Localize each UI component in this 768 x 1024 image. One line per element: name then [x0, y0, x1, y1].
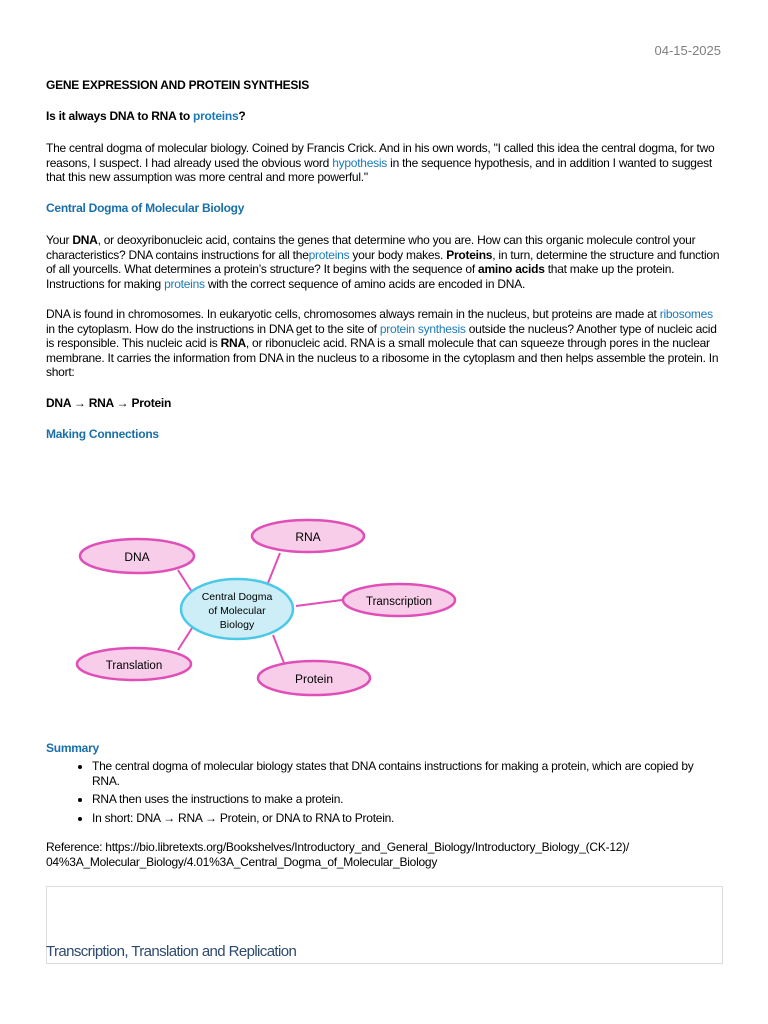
- text: , in turn, determine the structure and function of all yourcells. What determines a protein’s structure? It begins with the sequence of: [46, 247, 720, 276]
- node-transcription: [343, 584, 455, 616]
- section-heading-summary: Summary: [46, 741, 99, 755]
- text: your body makes.: [349, 247, 447, 262]
- date-stamp: 04-15-2025: [654, 43, 721, 58]
- text: with the correct sequence of amino acids are encoded in DNA.: [204, 276, 526, 291]
- section-heading-central-dogma: Central Dogma of Molecular Biology: [46, 201, 245, 215]
- proteins-link[interactable]: proteins: [164, 276, 205, 291]
- intro-text: The central dogma of molecular biology. Coined by Francis Crick. And in his own words, "I called this idea the central dogma, for two reasons, I suspect. I had already used the obvious word: [46, 141, 715, 170]
- connector-transcription: [296, 600, 342, 606]
- text: outside the nucleus? Another type of nucleic acid is responsible. This nucleic acid is: [46, 321, 717, 350]
- text: , or deoxyribonucleic acid, contains the genes that determine who you are. How can this organic molecule control your characteristics? DNA contains instructions for all the: [46, 233, 696, 262]
- amino-acids-bold: amino acids: [478, 262, 545, 276]
- chromosome-paragraph: [46, 307, 722, 380]
- connector-dna: [178, 570, 192, 592]
- question-heading: [46, 109, 722, 124]
- center-label-line-2: of Molecular: [208, 605, 266, 617]
- text: that make up the protein. Instructions for making: [46, 262, 675, 291]
- text: , or ribonucleic acid. RNA is a small molecule that can squeeze through pores in the nuclear membrane. It carries the information from DNA in the nucleus to a ribosome in the cytoplasm and then helps assemble the protein. In short:: [46, 336, 719, 379]
- dna-bold: DNA: [72, 233, 98, 247]
- rna-bold: RNA: [220, 336, 246, 350]
- dna-rna-protein-flow: DNA → RNA → Protein: [46, 396, 172, 410]
- proteins-link[interactable]: proteins: [308, 247, 350, 262]
- text: Your: [46, 233, 73, 247]
- text: DNA is found in chromosomes. In eukaryotic cells, chromosomes always remain in the nucleus, but proteins are made at: [46, 307, 660, 321]
- protein-synthesis-link[interactable]: protein synthesis: [379, 321, 466, 336]
- text: in the cytoplasm. How do the instructions in DNA get to the site of: [46, 321, 380, 336]
- node-translation-label: Translation: [105, 660, 163, 672]
- dna-paragraph: [46, 233, 722, 291]
- node-protein: [258, 661, 370, 695]
- next-section-title[interactable]: Transcription, Translation and Replication: [46, 943, 297, 960]
- concept-map-diagram: [70, 510, 470, 705]
- node-protein-label: Protein: [294, 672, 334, 686]
- hypothesis-link[interactable]: hypothesis: [332, 155, 388, 170]
- node-rna-label: RNA: [295, 530, 321, 544]
- summary-item: • In short: DNA → RNA → Protein, or DNA to RNA to Protein.: [92, 811, 722, 826]
- summary-item: • The central dogma of molecular biology states that DNA contains instructions for making a protein, which are copied by RNA.: [92, 759, 722, 788]
- summary-list: [46, 759, 722, 829]
- node-dna-label: DNA: [124, 550, 150, 564]
- center-label-line-3: Biology: [219, 619, 255, 631]
- connector-protein: [273, 635, 284, 663]
- proteins-link[interactable]: proteins: [193, 109, 239, 123]
- intro-paragraph: [46, 141, 722, 185]
- proteins-bold: Proteins: [446, 247, 493, 262]
- node-dna: [80, 539, 194, 573]
- page-title: GENE EXPRESSION AND PROTEIN SYNTHESIS: [46, 78, 310, 92]
- node-transcription-label: Transcription: [365, 596, 433, 608]
- connector-translation: [178, 628, 192, 650]
- reference-text: Reference: https://bio.libretexts.org/Bookshelves/Introductory_and_General_Biology/Introductory_Biology_(CK-12)/ 04%3A_Molecular_Biology/4.01%3A_Central_Dogma_of_Molecular_Biology: [46, 840, 629, 869]
- node-translation: [77, 648, 191, 680]
- question-mark: ?: [238, 109, 246, 123]
- ribosomes-link[interactable]: ribosomes: [659, 307, 713, 321]
- center-label-line-1: Central Dogma: [201, 591, 273, 603]
- node-central-dogma: [181, 579, 293, 639]
- connector-rna: [268, 553, 280, 583]
- intro-text-end: in the sequence hypothesis, and in addition I wanted to suggest that this new assumption was more central and more powerful.": [46, 155, 712, 184]
- summary-item: • RNA then uses the instructions to make a protein.: [92, 792, 722, 807]
- question-text: Is it always DNA to RNA to: [46, 109, 194, 123]
- node-rna: [252, 520, 364, 552]
- section-heading-making-connections: Making Connections: [46, 427, 159, 441]
